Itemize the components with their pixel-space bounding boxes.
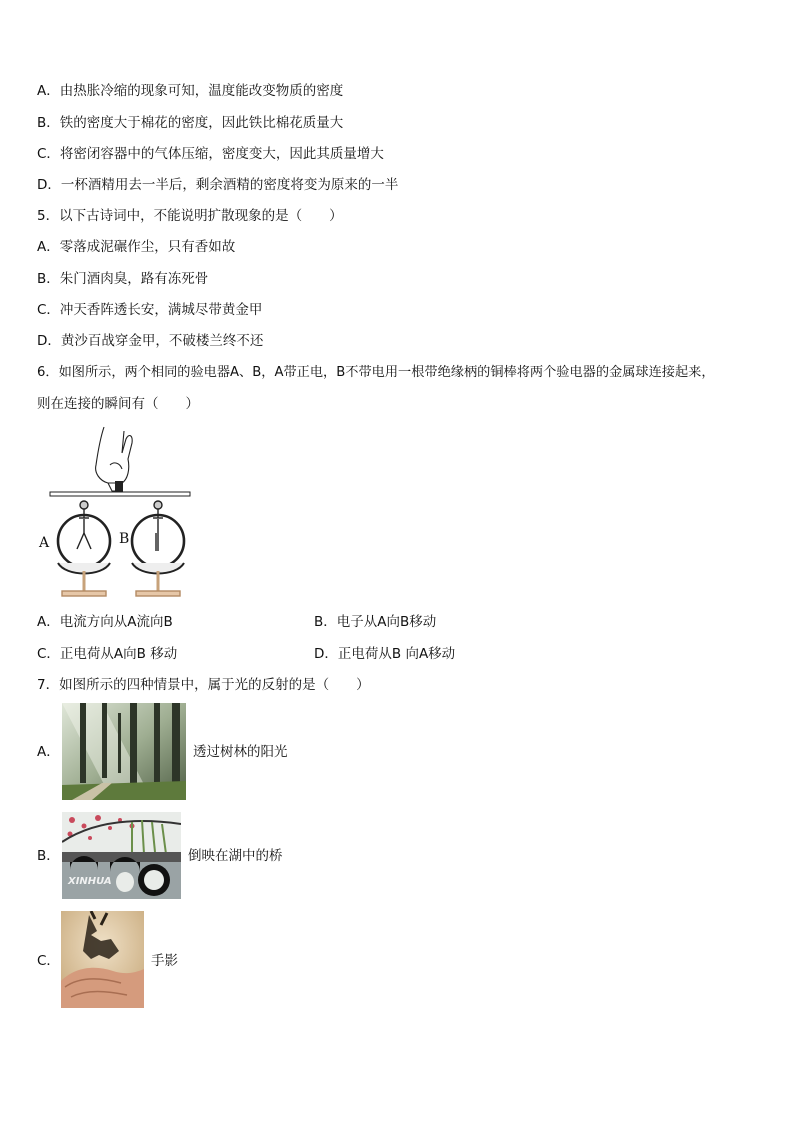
q5-stem: 5．以下古诗词中，不能说明扩散现象的是（ ） [37, 208, 343, 224]
q7-option-b-letter: B． [37, 848, 60, 864]
q5-option-b: B．朱门酒肉臭，路有冻死骨 [37, 271, 209, 287]
q4-option-a: A．由热胀冷缩的现象可知，温度能改变物质的密度 [37, 83, 344, 99]
q7-option-a-caption: 透过树林的阳光 [193, 744, 288, 760]
q7-stem: 7．如图所示的四种情景中，属于光的反射的是（ ） [37, 677, 370, 693]
q6-option-c: C．正电荷从A向B 移动 [37, 646, 178, 662]
q7-option-c-caption: 手影 [151, 953, 178, 969]
figure-label-a: A [39, 535, 50, 551]
q6-stem-line1: 6．如图所示，两个相同的验电器A、B，A带正电，B不带电用一根带绝缘柄的铜棒将两个验电器的金属球连接起来， [37, 365, 715, 380]
q7-option-a-letter: A． [37, 744, 60, 760]
q5-option-c: C．冲天香阵透长安，满城尽带黄金甲 [37, 302, 263, 318]
q6-option-a: A．电流方向从A流向B [37, 614, 173, 630]
q6-option-d: D．正电荷从B 向A移动 [314, 646, 456, 662]
electroscope-b [132, 501, 184, 596]
q6-stem-line2: 则在连接的瞬间有（ ） [37, 396, 199, 412]
q4-option-d: D．一杯酒精用去一半后，剩余酒精的密度将变为原来的一半 [37, 177, 399, 193]
electroscope-a [58, 501, 110, 596]
bridge-reflection-image [62, 812, 181, 899]
forest-sunlight-image [62, 703, 186, 800]
copper-rod [50, 492, 190, 496]
q5-option-a: A．零落成泥碾作尘，只有香如故 [37, 239, 236, 255]
figure-label-b: B [119, 531, 130, 547]
q7-option-b-caption: 倒映在湖中的桥 [188, 848, 283, 864]
hand-shadow-image [61, 911, 144, 1008]
q4-option-b: B．铁的密度大于棉花的密度，因此铁比棉花质量大 [37, 115, 344, 131]
electroscope-figure [36, 425, 196, 600]
insulating-handle [115, 481, 123, 492]
q4-option-c: C．将密闭容器中的气体压缩，密度变大，因此其质量增大 [37, 146, 384, 162]
q7-option-c-letter: C． [37, 953, 60, 969]
xinhua-watermark: XINHUA [68, 876, 112, 887]
hand-icon [96, 427, 133, 491]
q6-option-b: B．电子从A向B移动 [314, 614, 437, 630]
q5-option-d: D．黄沙百战穿金甲，不破楼兰终不还 [37, 333, 264, 349]
